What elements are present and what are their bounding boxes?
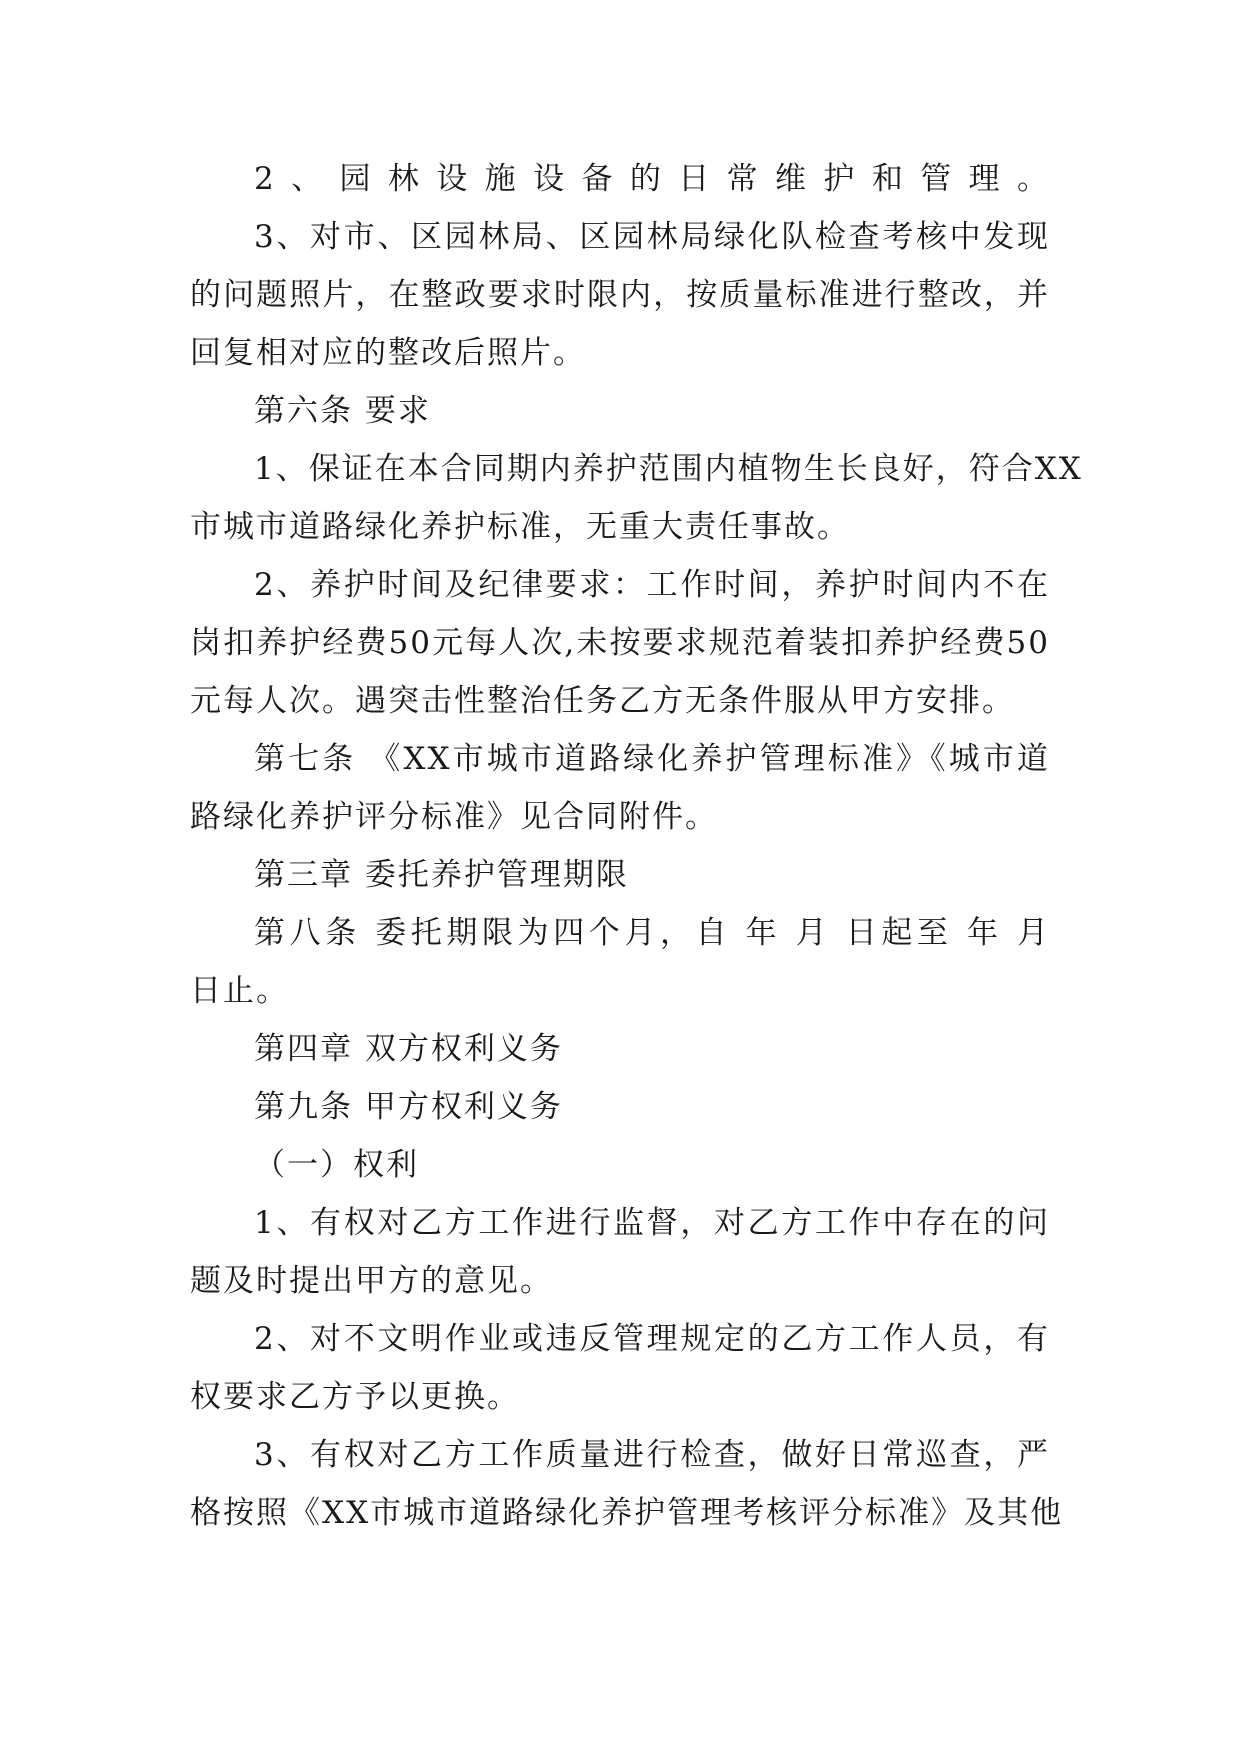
section-heading: （一）权利 <box>254 1147 419 1183</box>
paragraph-line: 日止。 <box>190 973 289 1009</box>
paragraph-line: 路绿化养护评分标准》见合同附件。 <box>190 799 718 835</box>
paragraph-line: 岗扣养护经费50元每人次,未按要求规范着装扣养护经费50 <box>190 625 1050 661</box>
chapter-heading: 第四章 双方权利义务 <box>254 1031 563 1067</box>
paragraph-line: 市城市道路绿化养护标准，无重大责任事故。 <box>190 509 850 545</box>
paragraph-line: 2、养护时间及纪律要求：工作时间，养护时间内不在 <box>254 567 1050 603</box>
paragraph-line: 的问题照片，在整政要求时限内，按质量标准进行整改，并 <box>190 277 1050 313</box>
article-heading: 第六条 要求 <box>254 393 431 429</box>
paragraph-line: 3、有权对乙方工作质量进行检查，做好日常巡查，严 <box>254 1437 1050 1473</box>
paragraph-line: 1、有权对乙方工作进行监督，对乙方工作中存在的问 <box>254 1205 1050 1241</box>
document-body <box>190 150 1083 1542</box>
chapter-heading: 第三章 委托养护管理期限 <box>254 857 629 893</box>
paragraph-line: 元每人次。遇突击性整治任务乙方无条件服从甲方安排。 <box>190 683 1015 719</box>
paragraph-line: 第八条 委托期限为四个月，自 年 月 日起至 年 月 <box>254 915 1050 951</box>
paragraph-line: 题及时提出甲方的意见。 <box>190 1263 553 1299</box>
paragraph-line: 格按照《XX市城市道路绿化养护管理考核评分标准》及其他 <box>190 1495 1064 1531</box>
paragraph-line: 3、对市、区园林局、区园林局绿化队检查考核中发现 <box>254 219 1050 255</box>
paragraph-line: 第七条 《XX市城市道路绿化养护管理标准》《城市道 <box>254 741 1050 777</box>
paragraph-line: 回复相对应的整改后照片。 <box>190 335 586 371</box>
paragraph-line: 2、对不文明作业或违反管理规定的乙方工作人员，有 <box>254 1321 1050 1357</box>
paragraph-line: 权要求乙方予以更换。 <box>190 1379 520 1415</box>
article-heading: 第九条 甲方权利义务 <box>254 1089 563 1125</box>
paragraph-line: 1、保证在本合同期内养护范围内植物生长良好，符合XX <box>254 451 1083 487</box>
paragraph-line: 2、园林设施设备的日常维护和管理。 <box>254 161 1050 197</box>
